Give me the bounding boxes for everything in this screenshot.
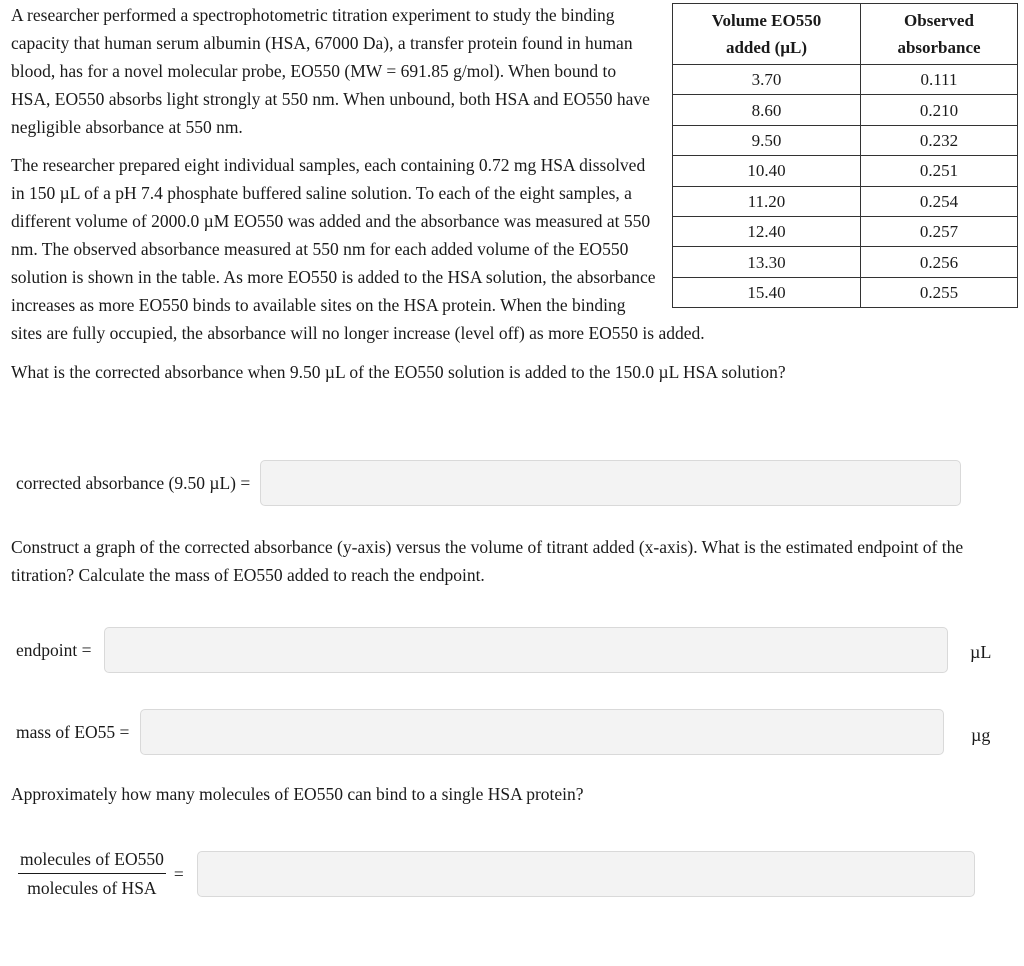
ratio-equals: = xyxy=(173,863,184,884)
mass-input[interactable] xyxy=(140,709,944,755)
table-row xyxy=(673,125,1018,155)
table-cell-volume: 13.30 xyxy=(673,247,861,277)
titration-data-table xyxy=(672,3,1018,308)
table-header-row xyxy=(673,4,1018,65)
endpoint-label: endpoint = xyxy=(16,640,92,660)
table-row xyxy=(673,186,1018,216)
corrected-absorbance-row xyxy=(16,460,961,506)
corrected-absorbance-label: corrected absorbance (9.50 µL) = xyxy=(16,473,251,493)
problem-intro xyxy=(11,1,1011,386)
mass-label: mass of EO55 = xyxy=(16,722,130,742)
table-cell-absorbance: 0.255 xyxy=(861,277,1018,307)
question-binding-ratio: Approximately how many molecules of EO550 can bind to a single HSA protein? xyxy=(11,784,584,804)
mass-row xyxy=(16,709,944,755)
ratio-row xyxy=(18,846,975,901)
mass-unit: µg xyxy=(971,725,991,745)
corrected-absorbance-input[interactable] xyxy=(260,460,961,506)
table-row xyxy=(673,247,1018,277)
ratio-input[interactable] xyxy=(197,851,975,897)
procedure-paragraph: The researcher prepared eight individual samples, each containing 0.72 mg HSA dissolved in 150 µL of a pH 7.4 phosphate buffered saline solution. To each of the eight samples, a different volume of 2000.0 µM EO550 was added and the absorbance was measured at 550 nm. The observed absorbance measured at 550 nm for each added volume of the EO550 solution is shown in the table. As more EO550 is added to the HSA solution, the absorbance increases as more EO550 binds to available sites on the HSA protein. When the binding sites are fully occupied, the absorbance will no longer increase (level off) as more EO550 is added. xyxy=(11,155,705,343)
table-row xyxy=(673,156,1018,186)
question-corrected-absorbance: What is the corrected absorbance when 9.50 µL of the EO550 solution is added to the 150.0 µL HSA solution? xyxy=(11,362,786,382)
table-cell-volume: 11.20 xyxy=(673,186,861,216)
table-cell-absorbance: 0.111 xyxy=(861,65,1018,95)
table-header-absorbance: Observed absorbance xyxy=(861,4,1018,65)
table-cell-absorbance: 0.254 xyxy=(861,186,1018,216)
table-cell-volume: 15.40 xyxy=(673,277,861,307)
table-cell-volume: 9.50 xyxy=(673,125,861,155)
table-cell-absorbance: 0.251 xyxy=(861,156,1018,186)
table-cell-absorbance: 0.232 xyxy=(861,125,1018,155)
ratio-denominator: molecules of HSA xyxy=(27,878,157,898)
table-row xyxy=(673,95,1018,125)
endpoint-row xyxy=(16,627,948,673)
table-cell-absorbance: 0.257 xyxy=(861,216,1018,246)
table-row xyxy=(673,277,1018,307)
table-cell-volume: 10.40 xyxy=(673,156,861,186)
endpoint-unit: µL xyxy=(970,642,992,662)
endpoint-input[interactable] xyxy=(104,627,948,673)
table-header-volume: Volume EO550 added (µL) xyxy=(673,4,861,65)
table-cell-absorbance: 0.210 xyxy=(861,95,1018,125)
question-endpoint-mass: Construct a graph of the corrected absorbance (y-axis) versus the volume of titrant added (x-axis). What is the estimated endpoint of the titration? Calculate the mass of EO550 added to reach the endpoint. xyxy=(11,537,964,585)
ratio-numerator: molecules of EO550 xyxy=(18,846,166,874)
table-cell-volume: 3.70 xyxy=(673,65,861,95)
table-row xyxy=(673,216,1018,246)
table-cell-absorbance: 0.256 xyxy=(861,247,1018,277)
table-cell-volume: 12.40 xyxy=(673,216,861,246)
intro-paragraph: A researcher performed a spectrophotometric titration experiment to study the binding capacity that human serum albumin (HSA, 67000 Da), a transfer protein found in human blood, has for a novel molecular probe, EO550 (MW = 691.85 g/mol). When bound to HSA, EO550 absorbs light strongly at 550 nm. When unbound, both HSA and EO550 have negligible absorbance at 550 nm. xyxy=(11,5,650,137)
table-row xyxy=(673,65,1018,95)
ratio-fraction xyxy=(18,846,166,901)
table-cell-volume: 8.60 xyxy=(673,95,861,125)
